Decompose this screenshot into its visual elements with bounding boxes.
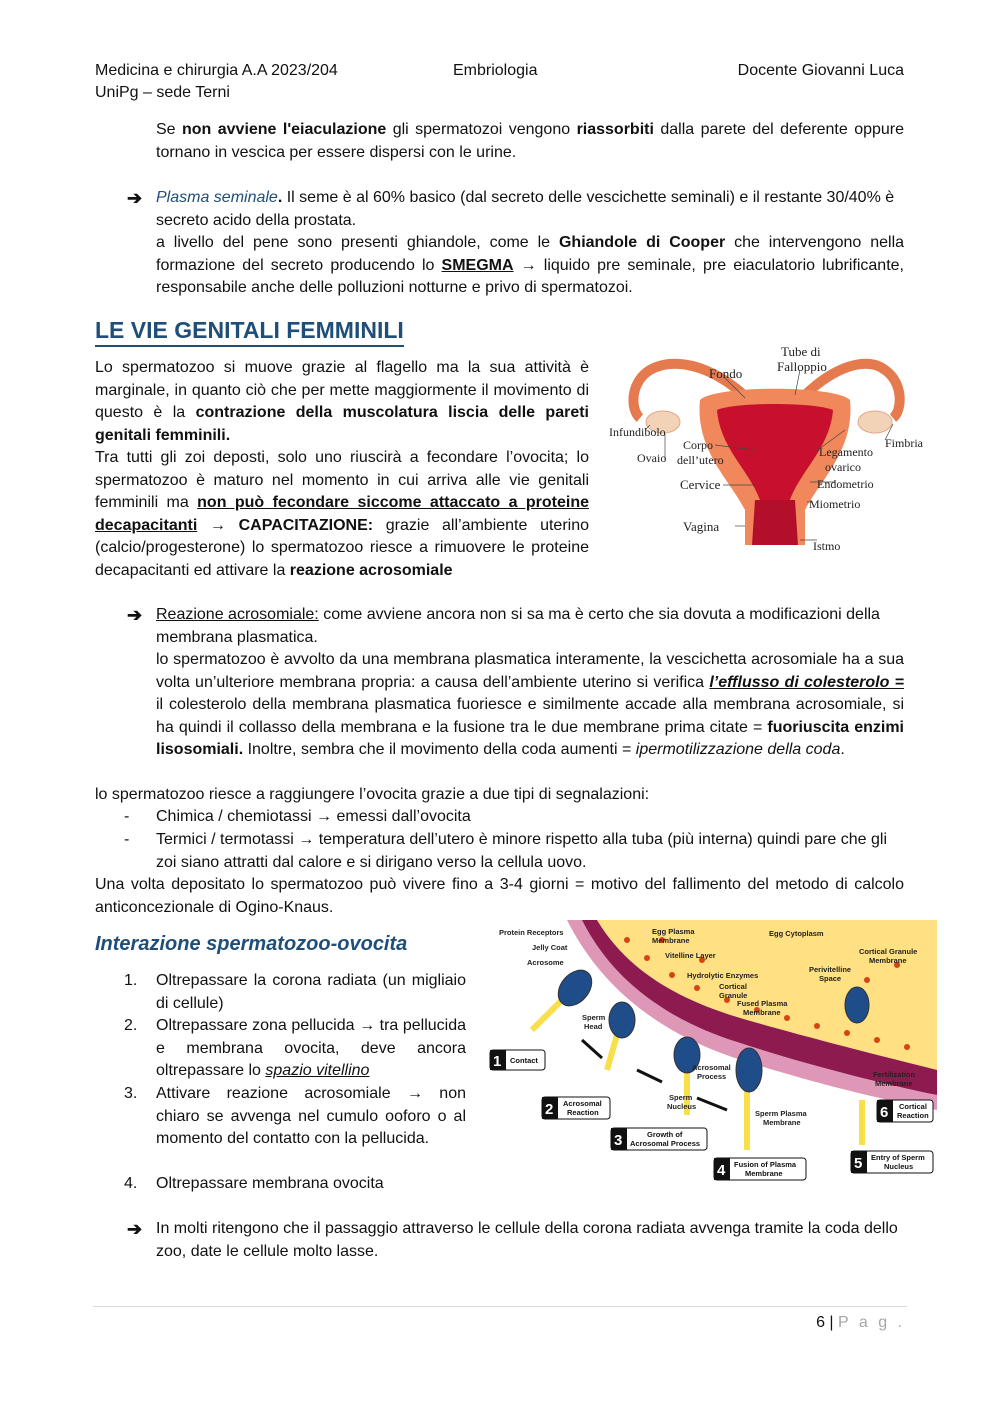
label-perivitelline-1: Perivitelline — [809, 965, 852, 974]
step-zona-pellucida: Oltrepassare zona pellucida → tra pellucida e membrana ovocita, deve ancora oltrepassare lo spazio vitellino — [156, 1017, 466, 1079]
label-jelly-coat: Jelly Coat — [532, 943, 568, 952]
header-course: Medicina e chirurgia A.A 2023/204 — [95, 62, 338, 79]
svg-text:4: 4 — [717, 1162, 726, 1179]
svg-text:3: 3 — [614, 1132, 623, 1149]
svg-text:Reaction: Reaction — [897, 1111, 929, 1120]
paragraph-corona-note: In molti ritengono che il passaggio attraverso le cellule della corona radiata avvenga tramite la coda dello zoo, date le cellule molto lasse. — [156, 1220, 898, 1260]
label-fused-1: Fused Plasma — [737, 999, 788, 1008]
step-box-6 — [877, 1100, 933, 1122]
list-number: 4. — [124, 1175, 138, 1192]
sperm-4 — [736, 1048, 762, 1150]
paragraph-signals-intro: lo spermatozoo riesce a raggiungere l’ovocita grazie a due tipi di segnalazioni: — [95, 786, 650, 803]
svg-text:Fusion of Plasma: Fusion of Plasma — [734, 1160, 797, 1169]
label-fimbria: Fimbria — [885, 436, 923, 450]
label-miometrio: Miometrio — [809, 497, 861, 511]
list-dash: - — [124, 831, 130, 848]
list-item-thermotaxis: Termici / termotassi → temperatura dell’utero è minore rispetto alla tuba (più interna) quindi pare che gli zoi siano attratti dal calore e si dirigano verso la cellula uovo. — [156, 831, 888, 871]
page-word: P a g . — [838, 1314, 905, 1331]
page-footer: 6 | P a g . — [816, 1314, 905, 1331]
cervix — [752, 500, 798, 545]
label-acrosomal-process-2: Process — [697, 1072, 727, 1081]
svg-text:Growth of: Growth of — [647, 1130, 683, 1139]
paragraph-seminal-plasma: Plasma seminale. Il seme è al 60% basico (dal secreto delle vescichette seminali) e il restante 30/40% è secreto acido della prostata. — [156, 189, 895, 229]
svg-text:Nucleus: Nucleus — [884, 1162, 914, 1171]
label-corpo: Corpo — [683, 438, 713, 452]
label-fertilization-2: Membrane — [875, 1079, 913, 1088]
sperm-2 — [607, 1002, 635, 1070]
page-number: 6 — [816, 1314, 825, 1331]
header-location: UniPg – sede Terni — [95, 84, 230, 101]
label-acrosome: Acrosome — [527, 958, 564, 967]
uterus-diagram — [605, 340, 927, 558]
paragraph-cooper: a livello del pene sono presenti ghiandole, come le Ghiandole di Cooper che intervengono nella formazione del secreto producendo lo SMEGMA → liquido pre seminale, pre eiaculatorio lubrificante, responsabile anche delle polluzioni notturne e privo di spermatozoi. — [156, 234, 905, 296]
svg-text:Membrane: Membrane — [745, 1169, 783, 1178]
step-box-4 — [714, 1158, 806, 1180]
svg-text:Acrosomal Process: Acrosomal Process — [630, 1139, 701, 1148]
step-box-3 — [611, 1128, 707, 1150]
svg-text:6: 6 — [880, 1104, 889, 1121]
label-fondo: Fondo — [709, 366, 743, 381]
list-dash: - — [124, 808, 130, 825]
arrow-bullet-icon: ➔ — [127, 1219, 143, 1239]
label-egg-plasma-1: Egg Plasma — [652, 927, 695, 936]
paragraph-acrosome-reaction: Reazione acrosomiale: come avviene ancora non si sa ma è certo che sia dovuta a modificazioni della membrana plasmatica. — [156, 606, 880, 646]
label-ovaio: Ovaio — [637, 451, 667, 465]
paragraph-capacitation: Tra tutti gli zoi deposti, solo uno riuscirà a fecondare l’ovocita; lo spermatozoo è maturo nel momento in cui arriva alle vie genitali femminili ma non può fecondare siccome attaccato a proteine decapacitanti → CAPACITAZIONE: grazie all’ambiente uterino (calcio/progesterone) lo spermatozoo riesce a rimuovere le proteine decapacitanti ed attivare la reazione acrosomiale — [95, 449, 589, 579]
footer-divider — [93, 1306, 907, 1307]
paragraph-survival: Una volta depositato lo spermatozoo può vivere fino a 3-4 giorni = motivo del fallimento del metodo di calcolo anticoncezionale di Ogino-Knaus. — [95, 876, 904, 916]
label-istmo: Istmo — [813, 539, 841, 553]
svg-text:Reaction: Reaction — [567, 1108, 599, 1117]
label-falloppio: Falloppio — [777, 359, 827, 374]
list-number: 2. — [124, 1017, 138, 1034]
arrow-bullet-icon: ➔ — [127, 188, 143, 208]
label-cervice: Cervice — [680, 477, 721, 492]
label-cortical-2: Granule — [719, 991, 748, 1000]
label-endometrio: Endometrio — [817, 477, 874, 491]
label-sperm-head-1: Sperm — [582, 1013, 606, 1022]
header-subject: Embriologia — [453, 62, 538, 79]
label-ovarico: ovarico — [825, 460, 861, 474]
label-egg-cytoplasm: Egg Cytoplasm — [769, 929, 824, 938]
label-cortical-1: Cortical — [719, 982, 747, 991]
label-sperm-nucleus-1: Sperm — [669, 1093, 693, 1102]
step-acrosome-reaction: Attivare reazione acrosomiale → non chiaro se avvenga nel cumulo ooforo o al momento del contatto con la pellucida. — [156, 1085, 466, 1147]
label-vagina: Vagina — [683, 519, 720, 534]
label-legamento: Legamento — [819, 445, 873, 459]
step-box-5 — [851, 1151, 933, 1173]
step-corona-radiata: Oltrepassare la corona radiata (un migliaio di cellule) — [156, 972, 466, 1012]
label-tube: Tube di — [781, 344, 821, 359]
svg-text:2: 2 — [545, 1101, 554, 1118]
svg-text:Acrosomal: Acrosomal — [563, 1099, 602, 1108]
label-protein-receptors: Protein Receptors — [499, 928, 564, 937]
label-dellutero: dell’utero — [677, 453, 724, 467]
label-fused-2: Membrane — [743, 1008, 781, 1017]
label-acrosomal-process-1: Acrosomal — [692, 1063, 731, 1072]
svg-text:Contact: Contact — [510, 1056, 538, 1065]
paragraph-no-ejaculation: Se non avviene l'eiaculazione gli spermatozoi vengono riassorbiti dalla parete del deferente oppure tornano in vescica per essere dispersi con le urine. — [156, 121, 905, 161]
list-item-chemotaxis: Chimica / chemiotassi → emessi dall’ovocita — [156, 808, 471, 825]
svg-text:Entry of Sperm: Entry of Sperm — [871, 1153, 925, 1162]
list-number: 3. — [124, 1085, 138, 1102]
label-fertilization-1: Fertilization — [873, 1070, 916, 1079]
section-title: LE VIE GENITALI FEMMINILI — [95, 315, 404, 347]
right-ovary — [858, 411, 892, 433]
paragraph-acrosome-detail: lo spermatozoo è avvolto da una membrana plasmatica interamente, la vescichetta acrosomiale ha a sua volta un’ulteriore membrana propria: a causa dell’ambiente uterino si verifica l’efflusso di colesterolo = il colesterolo della membrana plasmatica fuoriesce e similmente accade alla membrana acrosomiale, si ha quindi il collasso della membrana e la fusione tra le due membrane prima citate = fuoriuscita enzimi lisosomiali. Inoltre, sembra che il movimento della coda aumenti = ipermotilizzazione della coda. — [156, 651, 905, 758]
label-sperm-plasma-1: Sperm Plasma — [755, 1109, 807, 1118]
label-egg-plasma-2: Membrane — [652, 936, 690, 945]
label-perivitelline-2: Space — [819, 974, 842, 983]
header-teacher: Docente Giovanni Luca — [737, 62, 904, 79]
arrow-bullet-icon: ➔ — [127, 605, 143, 625]
label-cortical-granule-membrane-1: Cortical Granule — [859, 947, 918, 956]
svg-text:1: 1 — [493, 1053, 502, 1070]
label-hydrolytic-enzymes: Hydrolytic Enzymes — [687, 971, 759, 980]
svg-text:5: 5 — [854, 1155, 863, 1172]
label-vitelline: Vitelline Layer — [665, 951, 716, 960]
subsection-title: Interazione spermatozoo-ovocita — [95, 933, 408, 955]
step-box-1 — [490, 1050, 545, 1070]
label-infundibolo: Infundibolo — [609, 425, 666, 439]
label-sperm-head-2: Head — [584, 1022, 603, 1031]
label-sperm-plasma-2: Membrane — [763, 1118, 801, 1127]
svg-text:Cortical: Cortical — [899, 1102, 927, 1111]
step-oocyte-membrane: Oltrepassare membrana ovocita — [156, 1175, 384, 1192]
list-number: 1. — [124, 972, 138, 989]
label-sperm-nucleus-2: Nucleus — [667, 1102, 697, 1111]
label-cortical-granule-membrane-2: Membrane — [869, 956, 907, 965]
fertilization-diagram — [487, 920, 937, 1185]
paragraph-sperm-movement: Lo spermatozoo si muove grazie al flagello ma la sua attività è marginale, in quanto ciò che per mette maggiormente il movimento di questo è la contrazione della muscolatura liscia delle pareti genitali femminili. — [95, 359, 589, 444]
step-box-2 — [542, 1097, 610, 1119]
